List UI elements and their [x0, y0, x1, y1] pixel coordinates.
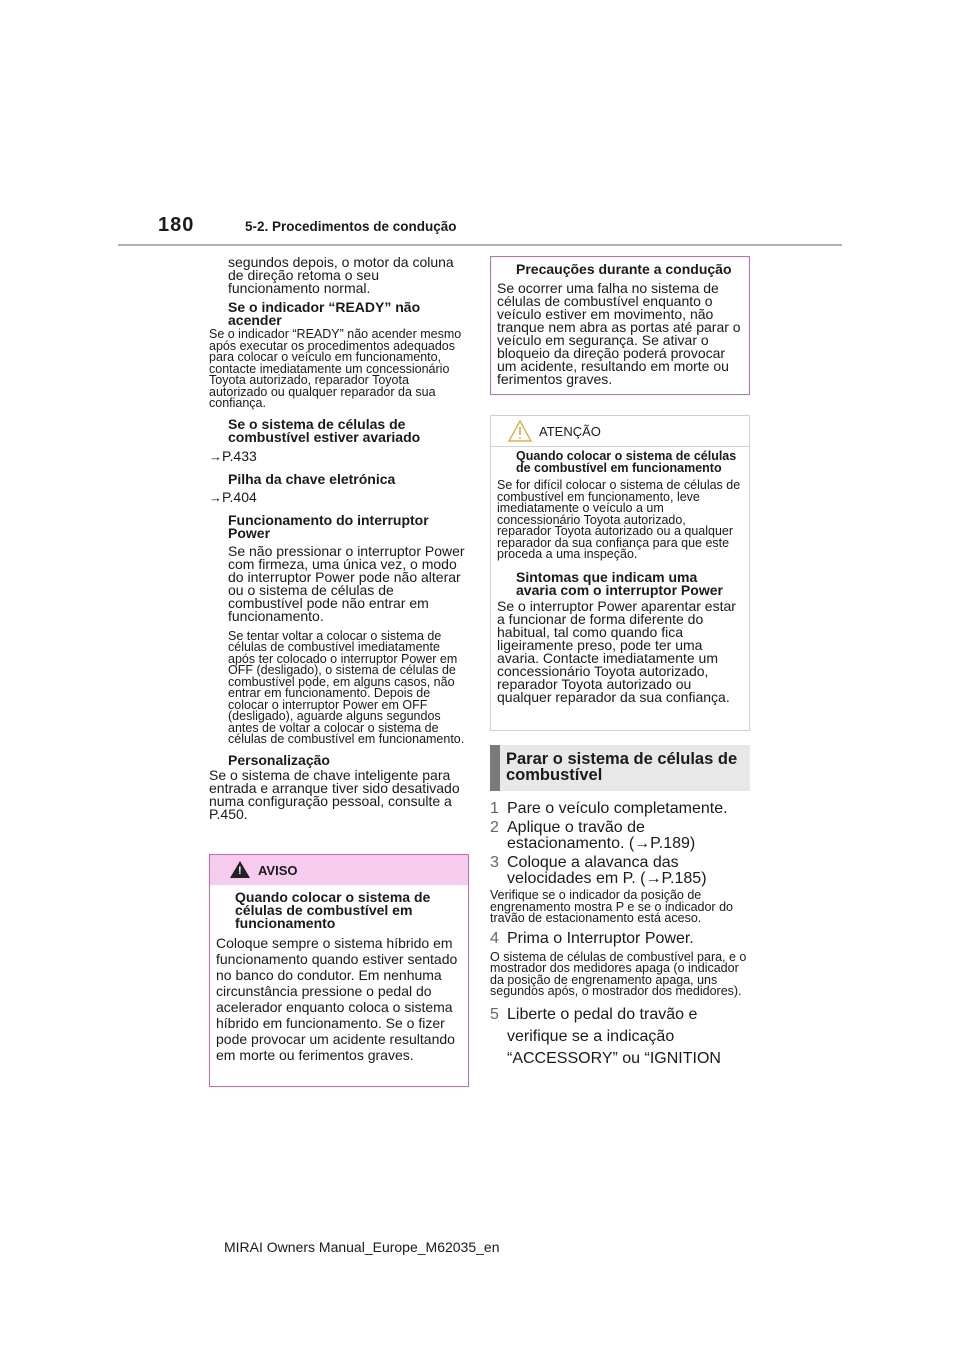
heading-bar: [490, 745, 500, 791]
atencao-title-1: Quando colocar o sistema de células de combustível em funcionamento: [516, 449, 737, 475]
aviso-box: [209, 854, 469, 1087]
footer-text: MIRAI Owners Manual_Europe_M62035_en: [224, 1239, 500, 1255]
caution-icon: [508, 420, 532, 442]
step-1: 1 Pare o veículo completamente.: [490, 800, 728, 817]
battery-title: Pilha da chave eletrónica: [228, 470, 396, 487]
aviso-body: Coloque sempre o sistema híbrido em funcionamento quando estiver sentado no banco do condutor. Em nenhuma circunstância pressione o pedal do acelerador enquanto coloca o sistema híbrido em funcionamento. Se o fizer pode provocar um acidente resultando em morte ou ferimentos graves.: [216, 935, 458, 1063]
precautions-box: [490, 256, 750, 395]
intro-text: segundos depois, o motor da coluna de direção retoma o seu funcionamento normal.: [228, 254, 454, 296]
atencao-body-2: Se o interruptor Power aparentar estar a funcionar de forma diferente do habitual, tal como quando fica ligeiramente preso, pode ter uma avaria. Contacte imediatamente um concessionário Toyota autorizado, reparador Toyota autorizado ou qualquer reparador da sua confiança.: [497, 597, 736, 705]
damaged-title: Se o sistema de células de combustível estiver avariado: [228, 415, 421, 445]
page-number: 180: [158, 214, 195, 236]
steps-list: [490, 801, 752, 1070]
section-title: 5-2. Procedimentos de condução: [245, 219, 457, 234]
atencao-label: ATENÇÃO: [539, 424, 601, 439]
ready-title: Se o indicador “READY” não acender: [228, 299, 421, 328]
aviso-label: AVISO: [258, 863, 298, 878]
custom-body: Se o sistema de chave inteligente para entrada e arranque tiver sido desativado numa configuração pessoal, consulte a P.450.: [209, 766, 460, 822]
custom-title: Personalização: [228, 751, 330, 768]
step-5: 5 Liberte o pedal do travão e verifique se a indicação “ACCESSORY” ou “IGNITION: [490, 1005, 721, 1067]
ready-body: Se o indicador “READY” não acender mesmo após executar os procedimentos adequados para colocar o veículo em funcionamento, contacte imediatamente um concessionário Toyota autorizado, reparador Toyota autorizado ou qualquer reparador da sua confiança.: [209, 327, 462, 410]
precautions-body: Se ocorrer uma falha no sistema de células de combustível enquanto o veículo estiver em movimento, não tranque nem abra as portas até parar o veículo em segurança. Se ativar o bloqueio da direção poderá provocar um acidente, resultando em morte ou ferimentos graves.: [497, 280, 741, 387]
atencao-body-1: Se for difícil colocar o sistema de células de combustível em funcionamento, leve imediatamente o veículo a um concessionário Toyota autorizado, reparador Toyota autorizado ou a qualquer reparador da sua confiança para que este proceda a uma inspeção.: [497, 478, 741, 561]
aviso-header: [210, 855, 468, 885]
header-divider: [118, 244, 842, 246]
atencao-box: [490, 415, 750, 731]
damaged-ref[interactable]: →P.433: [209, 447, 257, 464]
aviso-title: Quando colocar o sistema de células de combustível em funcionamento: [235, 889, 431, 931]
arrow-icon: →: [209, 489, 222, 505]
warning-icon: !: [230, 861, 250, 878]
power-body-1: Se não pressionar o interruptor Power com firmeza, uma única vez, o modo do interruptor Power pode não alterar ou o sistema de células de combustível pode não entrar em funcionamento.: [228, 542, 465, 624]
left-column: [209, 256, 469, 821]
atencao-title-2: Sintomas que indicam uma avaria com o interruptor Power: [516, 568, 723, 598]
step-3-note: Verifique se o indicador da posição de engrenamento mostra P e se o indicador do travão de estacionamento está aceso.: [490, 888, 733, 925]
step-2: 2 Aplique o travão de estacionamento. (→P.189): [490, 819, 696, 852]
arrow-icon: →: [209, 448, 222, 464]
precautions-title: Precauções durante a condução: [516, 261, 732, 277]
section-heading-text: Parar o sistema de células de combustível: [506, 750, 738, 784]
power-body-2: Se tentar voltar a colocar o sistema de células de combustível imediatamente após ter colocado o interruptor Power em OFF (desligado), o sistema de células de combustível pode, em alguns casos, não entrar em funcionamento. Depois de colocar o interruptor Power em OFF (desligado), aguarde alguns segundos antes de voltar a colocar o sistema de células de combustível em funcionamento.: [228, 628, 465, 746]
atencao-header: [491, 416, 749, 447]
battery-ref[interactable]: →P.404: [209, 488, 257, 505]
step-4-note: O sistema de células de combustível para, e o mostrador dos medidores apaga (o indicador da posição de engrenamento apaga, uns segundos após, o mostrador dos medidores).: [490, 949, 747, 998]
step-3: 3 Coloque a alavanca das velocidades em P. (→P.185): [490, 854, 707, 887]
step-4: 4 Prima o Interruptor Power.: [490, 929, 694, 947]
section-heading: [490, 745, 750, 791]
power-title: Funcionamento do interruptor Power: [228, 511, 429, 541]
